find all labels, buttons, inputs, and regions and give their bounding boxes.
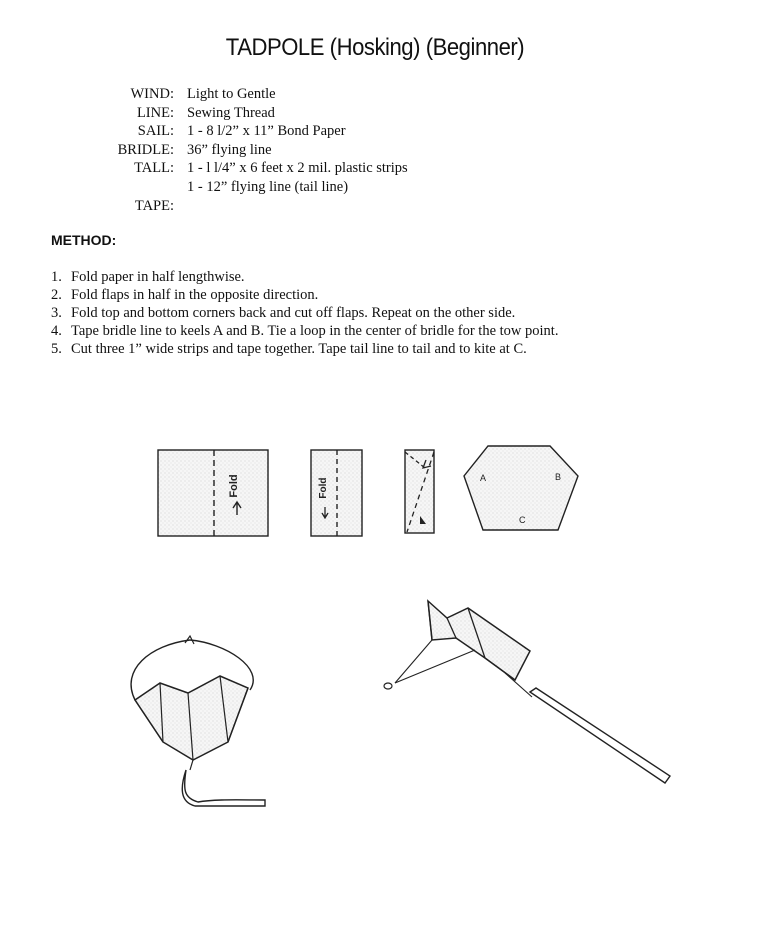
point-a-label: A: [480, 473, 487, 483]
fold-step-3-illustration: [405, 450, 434, 533]
materials-label: BRIDLE:: [117, 141, 174, 158]
step-text: Fold paper in half lengthwise.: [71, 269, 245, 285]
step-number: 3.: [51, 305, 62, 321]
materials-value: 1 - l l/4” x 6 feet x 2 mil. plastic strips: [187, 160, 408, 176]
materials-label: TALL:: [134, 160, 174, 176]
materials-value: 36” flying line: [187, 141, 272, 158]
materials-value: Light to Gentle: [187, 86, 276, 102]
step-number: 4.: [51, 323, 62, 339]
materials-label: TAPE:: [134, 198, 174, 214]
kite-front-view-illustration: [131, 636, 265, 806]
materials-label: LINE:: [136, 104, 174, 121]
fold-step-2-illustration: [311, 450, 362, 536]
materials-value: 1 - 8 l/2” x 11” Bond Paper: [187, 123, 346, 139]
point-c-label: C: [519, 515, 526, 525]
fold-label: Fold: [318, 477, 329, 499]
step-number: 2.: [51, 287, 62, 303]
point-b-label: B: [555, 472, 562, 482]
step-text: Fold top and bottom corners back and cut off flaps. Repeat on the other side.: [71, 305, 516, 321]
page-title: TADPOLE (Hosking) (Beginner): [225, 34, 525, 61]
method-heading: METHOD:: [51, 232, 117, 248]
step-text: Fold flaps in half in the opposite direction.: [71, 287, 319, 303]
materials-label: SAIL:: [137, 123, 174, 139]
materials-value: 1 - 12” flying line (tail line): [187, 178, 349, 195]
fold-step-1-illustration: [158, 450, 268, 536]
materials-value: Sewing Thread: [187, 104, 275, 121]
fold-step-4-illustration: [464, 446, 578, 530]
step-text: Cut three 1” wide strips and tape together. Tape tail line to tail and to kite at C.: [71, 341, 527, 357]
materials-label: WIND:: [130, 86, 174, 102]
step-text: Tape bridle line to keels A and B. Tie a loop in the center of bridle for the tow point.: [71, 323, 559, 339]
step-number: 5.: [51, 341, 62, 357]
kite-side-view-illustration: [384, 601, 670, 783]
step-number: 1.: [51, 269, 62, 285]
fold-label: Fold: [228, 474, 240, 498]
